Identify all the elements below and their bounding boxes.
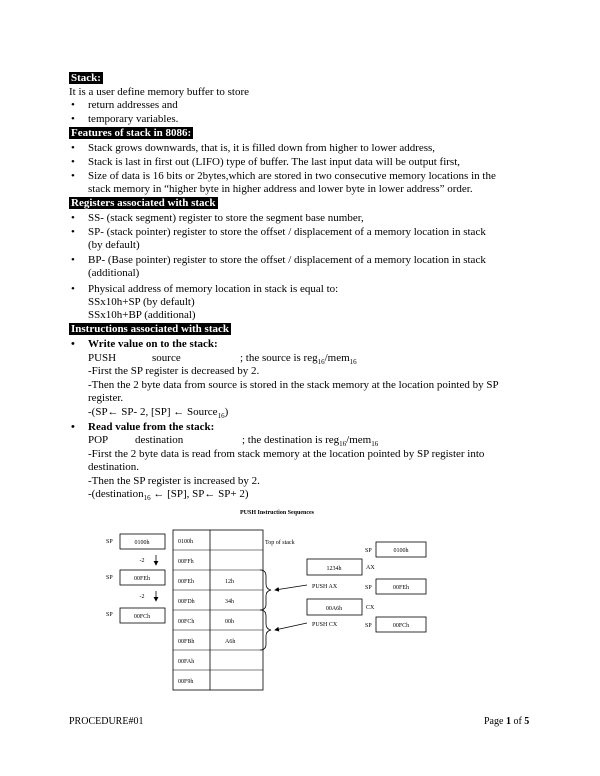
- push-step-2-cont: register.: [88, 392, 124, 404]
- sp-label: SP: [106, 575, 113, 581]
- push-summary: -(SP← SP- 2, [SP] ← Source$_{16}$): [88, 406, 229, 421]
- cx-label: CX: [366, 605, 375, 611]
- stack-intro: It is a user define memory buffer to store: [69, 86, 250, 98]
- push-ax-label: PUSH AX: [312, 584, 338, 590]
- memory-cell: 34h: [225, 599, 234, 605]
- sp-label: SP: [365, 623, 372, 629]
- arrow-icon: [275, 585, 307, 590]
- bullet-icon: •: [71, 421, 75, 433]
- ax-label: AX: [366, 565, 375, 571]
- decrement-label: -2: [139, 594, 145, 600]
- section-header-registers: Registers associated with stack: [71, 197, 216, 209]
- memory-address: 00FAh: [178, 659, 195, 665]
- memory-address: 00F9h: [178, 679, 194, 685]
- bullet-icon: •: [71, 226, 75, 238]
- bullet-icon: •: [71, 113, 75, 125]
- push-comment: ; the source is reg$_{16}$/mem$_{16}$: [240, 352, 357, 367]
- memory-address: 0100h: [178, 539, 193, 545]
- bullet-icon: •: [71, 338, 75, 350]
- sp-value: 00FCh: [133, 614, 151, 620]
- memory-cell: A6h: [225, 639, 236, 645]
- bullet-icon: •: [71, 156, 75, 168]
- register-bullet-physical-line2: SSx10h+SP (by default): [88, 296, 195, 308]
- push-title: Write value on to the stack:: [88, 338, 218, 350]
- register-bullet-bp-line1: BP- (Base pointer) register to store the offset / displacement of a memory location in stack: [88, 254, 486, 266]
- register-bullet-physical-line1: Physical address of memory location in stack is equal to:: [88, 283, 339, 295]
- sp-value: 0100h: [134, 540, 150, 546]
- decrement-label: -2: [139, 558, 145, 564]
- pop-summary: -(destination$_{16}$ ← [SP], SP← SP+ 2): [88, 488, 249, 503]
- footer-procedure: PROCEDURE#01: [69, 716, 144, 727]
- memory-address: 00FFh: [178, 559, 194, 565]
- top-of-stack-label: Top of stack: [265, 540, 295, 546]
- bullet-icon: •: [71, 99, 75, 111]
- sp-value: 00FCh: [392, 623, 410, 629]
- bullet-icon: •: [71, 170, 75, 182]
- section-header-features: Features of stack in 8086:: [71, 127, 192, 139]
- pop-operand: destination: [135, 434, 184, 446]
- feature-bullet-3-line1: Size of data is 16 bits or 2bytes,which are stored in two consecutive memory locations in the: [88, 170, 496, 182]
- push-cx-label: PUSH CX: [312, 622, 338, 628]
- sp-label: SP: [106, 539, 113, 545]
- sp-label: SP: [365, 585, 372, 591]
- pop-title: Read value from the stack:: [88, 421, 215, 433]
- cx-value: 00A6h: [325, 606, 343, 612]
- pop-mnemonic: POP: [88, 434, 109, 446]
- memory-cell: 12h: [225, 579, 234, 585]
- pop-step-1: -First the 2 byte data is read from stack memory at the location pointed by SP register into: [88, 448, 485, 460]
- ax-value: 1234h: [326, 566, 342, 572]
- feature-bullet-3-line2: stack memory in “higher byte in higher address and lower byte in lower address” order.: [88, 183, 473, 195]
- register-bullet-sp-line1: SP- (stack pointer) register to store the offset / displacement of a memory location in stack: [88, 226, 486, 238]
- register-bullet-ss: SS- (stack segment) register to store the segment base number,: [88, 212, 364, 224]
- bullet-icon: •: [71, 283, 75, 295]
- memory-address: 00FEh: [178, 579, 195, 585]
- register-bullet-bp-line2: (additional): [88, 267, 140, 279]
- section-header-instructions: Instructions associated with stack: [71, 323, 229, 335]
- footer-page-number: Page 1 of 5: [484, 716, 530, 727]
- register-bullet-sp-line2: (by default): [88, 239, 140, 251]
- pop-comment: ; the destination is reg$_{16}$/mem$_{16}$: [242, 434, 379, 449]
- pop-step-2: -Then the SP register is increased by 2.: [88, 475, 260, 487]
- feature-bullet-1: Stack grows downwards, that is, it is filled down from higher to lower address,: [88, 142, 436, 154]
- bullet-icon: •: [71, 142, 75, 154]
- push-sequence-diagram: [100, 506, 500, 691]
- memory-address: 00FDh: [178, 599, 195, 605]
- section-header-stack: Stack:: [71, 72, 101, 84]
- register-bullet-physical-line3: SSx10h+BP (additional): [88, 309, 196, 321]
- sp-value: 00FEh: [133, 576, 151, 582]
- sp-value: 00FEh: [392, 585, 410, 591]
- stack-bullet-1: return addresses and: [88, 99, 178, 111]
- sp-label: SP: [106, 612, 113, 618]
- memory-address: 00FBh: [178, 639, 195, 645]
- push-mnemonic: PUSH: [88, 352, 117, 364]
- bullet-icon: •: [71, 212, 75, 224]
- push-step-1: -First the SP register is decreased by 2.: [88, 365, 260, 377]
- push-step-2: -Then the 2 byte data from source is stored in the stack memory at the location pointed by SP: [88, 379, 499, 391]
- diagram-title: PUSH Instruction Sequences: [240, 510, 315, 516]
- bullet-icon: •: [71, 254, 75, 266]
- stack-bullet-2: temporary variables.: [88, 113, 179, 125]
- arrow-icon: [275, 623, 307, 630]
- memory-cell: 00h: [225, 619, 234, 625]
- sp-value: 0100h: [393, 548, 409, 554]
- sp-label: SP: [365, 548, 372, 554]
- memory-address: 00FCh: [178, 619, 195, 625]
- pop-step-1-cont: destination.: [88, 461, 140, 473]
- feature-bullet-2: Stack is last in first out (LIFO) type of buffer. The last input data will be output first,: [88, 156, 461, 168]
- push-operand: source: [152, 352, 181, 364]
